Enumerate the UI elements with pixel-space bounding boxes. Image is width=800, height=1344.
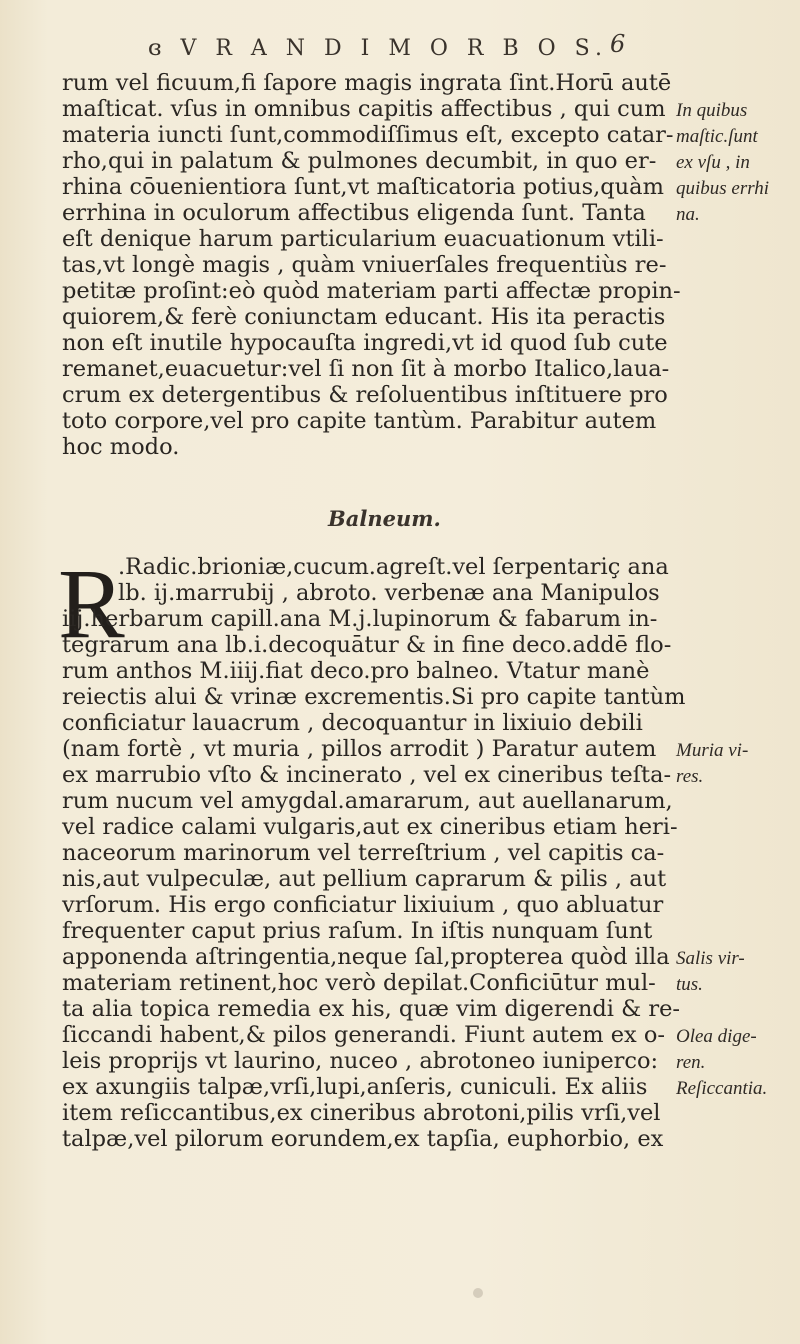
text-line: toto corpore,vel pro capite tantùm. Parabitur autem — [62, 408, 657, 434]
text-line: maſticat. vſus in omnibus capitis affectibus , qui cum — [62, 96, 666, 122]
margin-note: maſtic.ſunt — [676, 126, 758, 147]
section-heading: Balneum. — [328, 506, 441, 531]
text-line: item reſiccantibus,ex cineribus abrotoni,pilis vrſi,vel — [62, 1100, 661, 1126]
margin-note: ex vſu , in — [676, 152, 750, 173]
text-line: .Radic.brioniæ,cucum.agreſt.vel ſerpentariç ana — [118, 554, 669, 580]
margin-note: Muria vi- — [676, 740, 749, 761]
drop-capital: R — [58, 548, 125, 659]
text-line: talpæ,vel pilorum eorundem,ex tapſia, euphorbio, ex — [62, 1126, 664, 1152]
text-line: naceorum marinorum vel terreſtrium , vel capitis ca- — [62, 840, 665, 866]
text-line: non eſt inutile hypocauſta ingredi,vt id quod ſub cute — [62, 330, 668, 356]
text-line: leis proprijs vt laurino, nuceo , abrotoneo iuniperco: — [62, 1048, 659, 1074]
text-line: hoc modo. — [62, 434, 180, 460]
margin-note: In quibus — [676, 100, 748, 121]
text-line: tas,vt longè magis , quàm vniuerſales frequentiùs re- — [62, 252, 667, 278]
text-line: ſiccandi habent,& pilos generandi. Fiunt autem ex o- — [62, 1022, 666, 1048]
page-number: 6 — [610, 30, 626, 58]
text-line: reiectis alui & vrinæ excrementis.Si pro capite tantùm — [62, 684, 686, 710]
text-line: rum nucum vel amygdal.amararum, aut auellanarum, — [62, 788, 673, 814]
margin-note: ren. — [676, 1052, 706, 1073]
ink-spot — [473, 1288, 483, 1298]
text-line: vel radice calami vulgaris,aut ex cineribus etiam heri- — [62, 814, 678, 840]
text-line: rhina cōuenientiora ſunt,vt maſticatoria potius,quàm — [62, 174, 664, 200]
text-line: rho,qui in palatum & pulmones decumbit, in quo er- — [62, 148, 657, 174]
text-line: rum vel ficuum,fi ſapore magis ingrata ſint.Horū autē — [62, 70, 672, 96]
text-line: frequenter caput prius raſum. In iſtis nunquam ſunt — [62, 918, 653, 944]
text-line: iij.herbarum capill.ana M.j.lupinorum & fabarum in- — [62, 606, 658, 632]
text-line: errhina in oculorum affectibus eligenda ſunt. Tanta — [62, 200, 646, 226]
margin-note: Salis vir- — [676, 948, 745, 969]
margin-note: Olea dige- — [676, 1026, 757, 1047]
text-line: quiorem,& ferè coniunctam educant. His ita peractis — [62, 304, 666, 330]
text-line: ex marrubio vſto & incinerato , vel ex cineribus teſta- — [62, 762, 672, 788]
text-line: petitæ proſint:eò quòd materiam parti affectæ propin- — [62, 278, 681, 304]
margin-note: na. — [676, 204, 700, 225]
running-head: ɞ V R A N D I M O R B O S. — [148, 36, 608, 61]
text-line: materiam retinent,hoc verò depilat.Conficiūtur mul- — [62, 970, 656, 996]
text-line: materia iuncti ſunt,commodiſſimus eſt, excepto catar- — [62, 122, 674, 148]
margin-note: tus. — [676, 974, 703, 995]
text-line: tegrarum ana lb.i.decoquātur & in fine deco.addē flo- — [62, 632, 672, 658]
margin-note: Reſiccantia. — [676, 1078, 768, 1099]
text-line: vrſorum. His ergo conficiatur lixiuium , quo abluatur — [62, 892, 664, 918]
margin-note: quibus errhi — [676, 178, 770, 199]
text-line: conficiatur lauacrum , decoquantur in lixiuio debili — [62, 710, 643, 736]
text-line: apponenda aſtringentia,neque ſal,propterea quòd illa — [62, 944, 670, 970]
margin-note: res. — [676, 766, 704, 787]
text-line: crum ex detergentibus & reſoluentibus inſtituere pro — [62, 382, 668, 408]
text-line: nis,aut vulpeculæ, aut pellium caprarum & pilis , aut — [62, 866, 667, 892]
text-line: remanet,euacuetur:vel ſi non ſit à morbo Italico,laua- — [62, 356, 670, 382]
text-line: rum anthos M.iiij.fiat deco.pro balneo. Vtatur manè — [62, 658, 650, 684]
text-line: (nam fortè , vt muria , pillos arrodit ) Paratur autem — [62, 736, 657, 762]
text-line: lb. ij.marrubij , abroto. verbenæ ana Manipulos — [118, 580, 660, 606]
text-line: ta alia topica remedia ex his, quæ vim digerendi & re- — [62, 996, 680, 1022]
text-line: ex axungiis talpæ,vrſi,lupi,anſeris, cuniculi. Ex aliis — [62, 1074, 648, 1100]
text-line: eſt denique harum particularium euacuationum vtili- — [62, 226, 664, 252]
